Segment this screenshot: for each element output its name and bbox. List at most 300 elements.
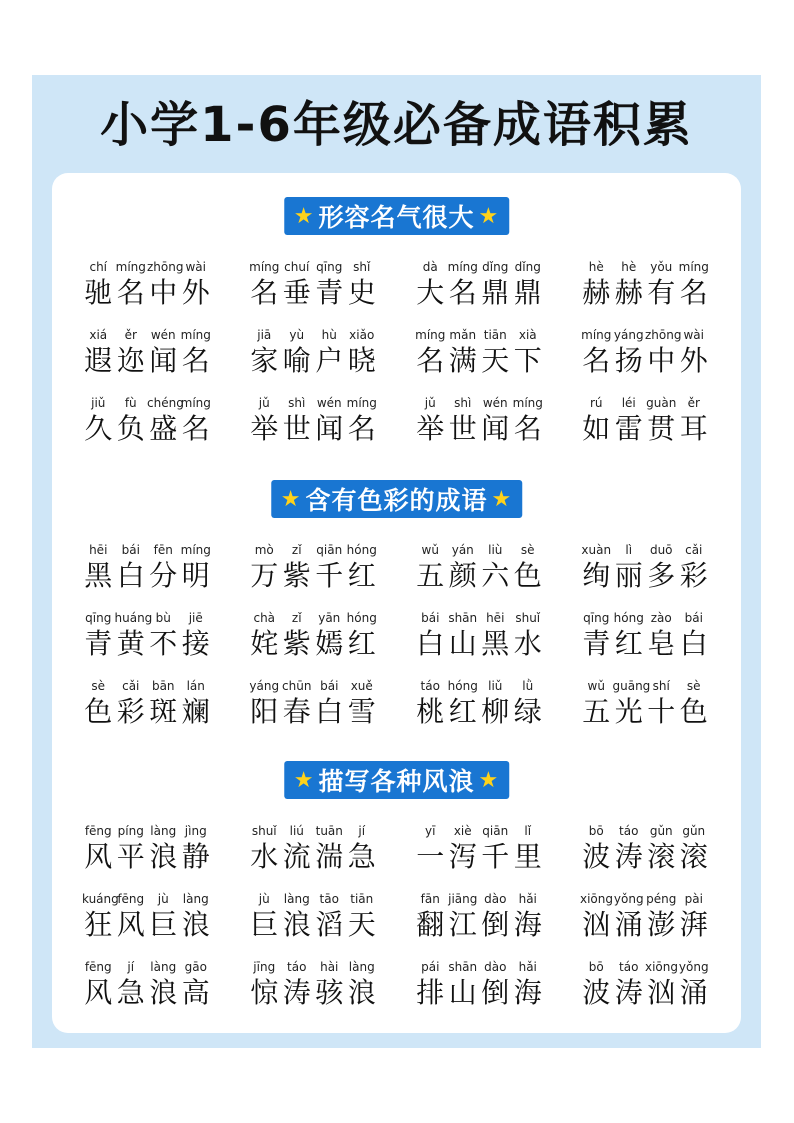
hanzi-character: 紫 [282,559,311,592]
idiom-pinyin [82,542,212,558]
idiom-pinyin [248,259,378,275]
pinyin-syllable: yān [318,611,341,625]
hanzi-character: 翻 [416,908,445,941]
hanzi-character: 外 [181,276,210,309]
pinyin-syllable: wǔ [421,543,439,557]
pinyin-syllable: jǔ [424,396,436,410]
hanzi-character: 风 [84,976,113,1009]
idiom-characters [248,975,378,1011]
pinyin-syllable: chūn [282,679,312,693]
pinyin-syllable: jiē [188,611,203,625]
pinyin-syllable: xiè [453,824,472,838]
idiom-characters [248,626,378,662]
hanzi-character: 绿 [513,695,542,728]
hanzi-character: 浪 [347,976,376,1009]
hanzi-character: 满 [448,344,477,377]
hanzi-character: 浪 [149,840,178,873]
idiom-item [414,395,580,463]
content-card [52,173,741,1033]
idiom-characters [414,275,544,311]
hanzi-character: 里 [513,840,542,873]
idiom-characters [580,558,710,594]
pinyin-syllable: guāng [612,679,651,693]
pinyin-syllable: táo [420,679,440,693]
idiom-item [414,678,580,746]
hanzi-character: 红 [448,695,477,728]
hanzi-character: 世 [282,412,311,445]
hanzi-character: 名 [513,412,542,445]
idiom-item [248,823,414,891]
hanzi-character: 六 [481,559,510,592]
hanzi-character: 急 [347,840,376,873]
hanzi-character: 不 [149,627,178,660]
idiom-item [580,259,746,327]
pinyin-syllable: jiā [257,328,272,342]
pinyin-syllable: fēng [84,960,112,974]
pinyin-syllable: yáng [249,679,280,693]
idiom-item [82,327,248,395]
hanzi-character: 鼎 [513,276,542,309]
pinyin-syllable: míng [447,260,478,274]
pinyin-syllable: jù [157,892,169,906]
pinyin-syllable: dǐng [514,260,541,274]
idiom-characters [248,907,378,943]
pinyin-syllable: hóng [346,611,377,625]
idiom-item [248,891,414,959]
idiom-characters [248,839,378,875]
hanzi-character: 彩 [116,695,145,728]
hanzi-character: 姹 [250,627,279,660]
hanzi-character: 彩 [679,559,708,592]
idiom-item [82,542,248,610]
idiom-item [82,891,248,959]
idiom-pinyin [580,542,710,558]
idiom-characters [580,907,710,943]
hanzi-character: 白 [679,627,708,660]
pinyin-syllable: fù [124,396,137,410]
idiom-pinyin [414,610,544,626]
pinyin-syllable: léi [621,396,636,410]
hanzi-character: 名 [250,276,279,309]
hanzi-character: 浪 [282,908,311,941]
idiom-item [248,542,414,610]
hanzi-character: 桃 [416,695,445,728]
hanzi-character: 久 [84,412,113,445]
hanzi-character: 闻 [149,344,178,377]
hanzi-character: 水 [250,840,279,873]
hanzi-character: 名 [582,344,611,377]
hanzi-character: 下 [513,344,542,377]
hanzi-character: 举 [250,412,279,445]
hanzi-character: 惊 [250,976,279,1009]
idiom-characters [248,275,378,311]
idiom-item [248,610,414,678]
hanzi-character: 骇 [315,976,344,1009]
hanzi-character: 湃 [679,908,708,941]
hanzi-character: 江 [448,908,477,941]
pinyin-syllable: píng [117,824,144,838]
pinyin-syllable: fān [420,892,440,906]
pinyin-syllable: míng [115,260,146,274]
idiom-item [580,678,746,746]
idiom-pinyin [248,959,378,975]
idiom-pinyin [580,891,710,907]
hanzi-character: 急 [116,976,145,1009]
pinyin-syllable: bái [320,679,339,693]
hanzi-character: 澎 [647,908,676,941]
hanzi-character: 盛 [149,412,178,445]
pinyin-syllable: míng [180,328,211,342]
pinyin-syllable: xuě [350,679,373,693]
idiom-characters [580,975,710,1011]
hanzi-character: 高 [181,976,210,1009]
pinyin-syllable: cǎi [122,679,140,693]
hanzi-character: 红 [347,627,376,660]
pinyin-syllable: yǒng [613,892,644,906]
pinyin-syllable: yù [289,328,305,342]
idiom-characters [82,558,212,594]
hanzi-character: 白 [416,627,445,660]
section-heading: 描写各种风浪 [318,767,475,796]
idiom-characters [414,343,544,379]
hanzi-character: 山 [448,627,477,660]
hanzi-character: 喻 [282,344,311,377]
idiom-characters [82,975,212,1011]
pinyin-syllable: jiāng [448,892,478,906]
hanzi-character: 名 [416,344,445,377]
pinyin-syllable: mǎn [449,328,477,342]
hanzi-character: 涛 [614,840,643,873]
hanzi-character: 青 [582,627,611,660]
idiom-characters [82,839,212,875]
pinyin-syllable: lǜ [522,679,534,693]
pinyin-syllable: rú [589,396,603,410]
pinyin-syllable: dào [484,960,507,974]
idiom-item [414,542,580,610]
pinyin-syllable: gǔn [649,824,673,838]
hanzi-character: 红 [614,627,643,660]
pinyin-syllable: míng [346,396,377,410]
hanzi-character: 举 [416,412,445,445]
hanzi-character: 赫 [582,276,611,309]
hanzi-character: 家 [250,344,279,377]
pinyin-syllable: táo [287,960,307,974]
pinyin-syllable: míng [415,328,446,342]
hanzi-character: 狂 [84,908,113,941]
section-banner [271,480,522,518]
hanzi-character: 倒 [481,908,510,941]
pinyin-syllable: hè [588,260,604,274]
hanzi-character: 遐 [84,344,113,377]
idiom-characters [248,411,378,447]
idiom-item [414,259,580,327]
hanzi-character: 滔 [315,908,344,941]
pinyin-syllable: shí [652,679,670,693]
pinyin-syllable: chí [89,260,108,274]
hanzi-character: 中 [149,276,178,309]
pinyin-syllable: làng [150,824,177,838]
pinyin-syllable: míng [512,396,543,410]
pinyin-syllable: jīng [253,960,276,974]
pinyin-syllable: wén [316,396,342,410]
pinyin-syllable: wài [683,328,704,342]
idiom-item [248,395,414,463]
pinyin-syllable: táo [619,960,639,974]
idiom-grid [82,823,722,1027]
hanzi-character: 静 [181,840,210,873]
idiom-pinyin [82,678,212,694]
pinyin-syllable: zhōng [645,328,682,342]
pinyin-syllable: shān [448,960,478,974]
hanzi-character: 嫣 [315,627,344,660]
idiom-pinyin [580,610,710,626]
pinyin-syllable: bù [155,611,171,625]
hanzi-character: 名 [679,276,708,309]
hanzi-character: 滚 [679,840,708,873]
pinyin-syllable: tāo [319,892,339,906]
section-heading: 含有色彩的成语 [305,486,488,515]
pinyin-syllable: jù [258,892,270,906]
pinyin-syllable: xuàn [581,543,612,557]
pinyin-syllable: shì [288,396,306,410]
idiom-pinyin [248,610,378,626]
pinyin-syllable: zǐ [291,611,302,625]
hanzi-character: 万 [250,559,279,592]
pinyin-syllable: péng [646,892,677,906]
pinyin-syllable: hài [320,960,339,974]
idiom-pinyin [414,259,544,275]
pinyin-syllable: jǔ [258,396,270,410]
idiom-item [248,959,414,1027]
hanzi-character: 色 [84,695,113,728]
pinyin-syllable: shì [454,396,472,410]
pinyin-syllable: dà [422,260,438,274]
hanzi-character: 名 [347,412,376,445]
idiom-characters [580,626,710,662]
star-icon: ★ [478,767,500,793]
pinyin-syllable: míng [678,260,709,274]
idiom-pinyin [414,823,544,839]
idiom-item [414,823,580,891]
idiom-item [580,891,746,959]
hanzi-character: 颜 [448,559,477,592]
hanzi-character: 驰 [84,276,113,309]
hanzi-character: 柳 [481,695,510,728]
pinyin-syllable: hēi [486,611,505,625]
pinyin-syllable: chà [253,611,276,625]
pinyin-syllable: bān [151,679,175,693]
hanzi-character: 名 [181,412,210,445]
hanzi-character: 接 [181,627,210,660]
idiom-pinyin [414,327,544,343]
hanzi-character: 汹 [647,976,676,1009]
pinyin-syllable: làng [348,960,375,974]
idiom-item [82,959,248,1027]
hanzi-character: 波 [582,840,611,873]
idiom-pinyin [248,327,378,343]
pinyin-syllable: sè [686,679,701,693]
pinyin-syllable: dào [484,892,507,906]
hanzi-character: 迩 [116,344,145,377]
hanzi-character: 巨 [149,908,178,941]
hanzi-character: 白 [116,559,145,592]
idiom-characters [248,343,378,379]
idiom-pinyin [580,959,710,975]
pinyin-syllable: qīng [85,611,112,625]
pinyin-syllable: wài [185,260,206,274]
hanzi-character: 天 [347,908,376,941]
pinyin-syllable: sè [91,679,106,693]
pinyin-syllable: tuān [315,824,343,838]
idiom-item [580,542,746,610]
idiom-item [82,259,248,327]
hanzi-character: 滚 [647,840,676,873]
pinyin-syllable: dǐng [482,260,509,274]
idiom-item [248,327,414,395]
idiom-item [414,959,580,1027]
pinyin-syllable: ěr [124,328,137,342]
hanzi-character: 倒 [481,976,510,1009]
hanzi-character: 平 [116,840,145,873]
pinyin-syllable: hóng [447,679,478,693]
idiom-pinyin [414,678,544,694]
hanzi-character: 大 [416,276,445,309]
pinyin-syllable: bái [684,611,703,625]
hanzi-character: 排 [416,976,445,1009]
pinyin-syllable: yǒu [650,260,673,274]
hanzi-character: 紫 [282,627,311,660]
hanzi-character: 绚 [582,559,611,592]
idiom-characters [580,411,710,447]
page-title: 小学1-6年级必备成语积累 [100,97,693,153]
pinyin-syllable: lán [186,679,205,693]
section-banner [284,197,509,235]
section-banner [284,761,509,799]
pinyin-syllable: gāo [184,960,207,974]
idiom-item [82,395,248,463]
idiom-characters [414,839,544,875]
pinyin-syllable: xiōng [580,892,613,906]
pinyin-syllable: míng [581,328,612,342]
hanzi-character: 十 [647,695,676,728]
hanzi-character: 外 [679,344,708,377]
pinyin-syllable: làng [283,892,310,906]
pinyin-syllable: zǐ [291,543,302,557]
hanzi-character: 名 [116,276,145,309]
pinyin-syllable: chuí [284,260,310,274]
pinyin-syllable: qiān [316,543,343,557]
star-icon: ★ [478,203,500,229]
hanzi-character: 涌 [679,976,708,1009]
idiom-item [580,395,746,463]
pinyin-syllable: hóng [346,543,377,557]
hanzi-character: 白 [315,695,344,728]
pinyin-syllable: pài [684,892,703,906]
idiom-pinyin [82,823,212,839]
idiom-item [414,610,580,678]
pinyin-syllable: liú [289,824,304,838]
pinyin-syllable: duō [649,543,673,557]
hanzi-character: 水 [513,627,542,660]
idiom-characters [580,839,710,875]
idiom-pinyin [82,395,212,411]
pinyin-syllable: pái [421,960,440,974]
hanzi-character: 巨 [250,908,279,941]
hanzi-character: 汹 [582,908,611,941]
hanzi-character: 斓 [181,695,210,728]
hanzi-character: 名 [181,344,210,377]
pinyin-syllable: chéng [147,396,184,410]
pinyin-syllable: liǔ [488,679,503,693]
hanzi-character: 天 [481,344,510,377]
hanzi-character: 浪 [149,976,178,1009]
section-heading: 形容名气很大 [318,203,475,232]
hanzi-character: 鼎 [481,276,510,309]
hanzi-character: 皂 [647,627,676,660]
hanzi-character: 明 [181,559,210,592]
hanzi-character: 耳 [679,412,708,445]
idiom-item [248,259,414,327]
idiom-characters [82,694,212,730]
pinyin-syllable: táo [619,824,639,838]
pinyin-syllable: tiān [350,892,374,906]
idiom-pinyin [580,259,710,275]
idiom-pinyin [248,542,378,558]
hanzi-character: 千 [315,559,344,592]
hanzi-character: 中 [647,344,676,377]
idiom-item [82,610,248,678]
idiom-grid [82,259,722,463]
pinyin-syllable: shuǐ [515,611,541,625]
pinyin-syllable: zào [650,611,672,625]
idiom-item [580,823,746,891]
hanzi-character: 斑 [149,695,178,728]
pinyin-syllable: xiōng [645,960,678,974]
idiom-characters [414,626,544,662]
pinyin-syllable: shǐ [353,260,371,274]
idiom-item [82,823,248,891]
idiom-item [82,678,248,746]
pinyin-syllable: huáng [114,611,153,625]
hanzi-character: 千 [481,840,510,873]
hanzi-character: 闻 [315,412,344,445]
pinyin-syllable: hǎi [518,892,537,906]
pinyin-syllable: wén [150,328,176,342]
pinyin-syllable: míng [180,396,211,410]
idiom-pinyin [580,395,710,411]
pinyin-syllable: wǔ [587,679,605,693]
idiom-item [414,327,580,395]
pinyin-syllable: bō [588,824,604,838]
pinyin-syllable: bō [588,960,604,974]
hanzi-character: 风 [84,840,113,873]
idiom-pinyin [248,678,378,694]
pinyin-syllable: jí [358,824,366,838]
idiom-characters [82,343,212,379]
idiom-item [248,678,414,746]
idiom-item [580,610,746,678]
pinyin-syllable: shān [448,611,478,625]
pinyin-syllable: jiǔ [91,396,106,410]
pinyin-syllable: bái [421,611,440,625]
hanzi-character: 晓 [347,344,376,377]
hanzi-character: 黑 [84,559,113,592]
pinyin-syllable: hè [621,260,637,274]
pinyin-syllable: sè [520,543,535,557]
hanzi-character: 山 [448,976,477,1009]
pinyin-syllable: yī [425,824,436,838]
idiom-pinyin [414,395,544,411]
